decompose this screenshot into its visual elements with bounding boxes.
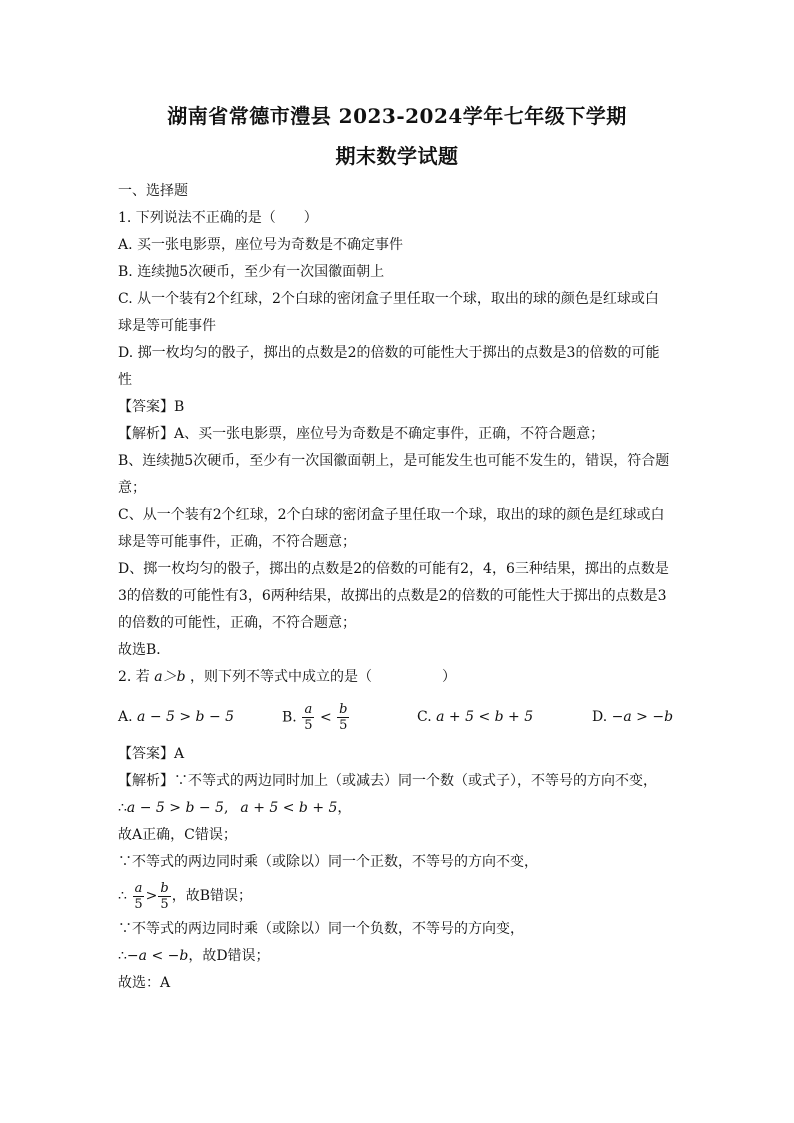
q2-option-d-label: D. (592, 709, 608, 725)
q2-option-c-label: C. (417, 709, 432, 725)
fraction (158, 881, 170, 912)
q2-stem-suffix: ，则下列不等式中成立的是（ ） (190, 669, 457, 685)
q2-option-b (282, 702, 350, 733)
q2-option-c-math: a + 5 < b + 5 (436, 709, 534, 725)
inequality: −a < −b (126, 948, 189, 964)
document-title: 湖南省常德市澧县 2023-2024学年七年级下学期 (167, 104, 627, 128)
q1-analysis-line: 【解析】A、买一张电影票，座位号为奇数是不确定事件，正确，不符合题意； (118, 426, 605, 442)
q2-stem-prefix: 2. 若 (118, 669, 150, 685)
q2-analysis-line (118, 876, 678, 916)
q1-analysis-line: 的倍数的可能性，正确，不符合题意； (118, 615, 356, 631)
fraction (302, 702, 314, 733)
inequality: a + 5 < b + 5 (240, 800, 338, 816)
fraction-denominator: 5 (339, 717, 348, 733)
q2-analysis-line: 故A正确，C错误； (118, 827, 237, 843)
fraction (337, 702, 349, 733)
q1-stem: 1. 下列说法不正确的是（ ） (118, 210, 318, 226)
q1-option-c: C. 从一个装有2个红球，2个白球的密闭盒子里任取一个球，取出的球的颜色是红球或白 (118, 291, 659, 307)
q1-option-a: A. 买一张电影票，座位号为奇数是不确定事件 (118, 237, 404, 253)
therefore-symbol: ∴ (118, 948, 127, 964)
q2-option-b-label: B. (282, 709, 297, 725)
fraction-numerator: a (304, 701, 313, 717)
q1-analysis-line: 故选B． (118, 642, 171, 658)
q1-analysis-line: 3的倍数的可能性有3，6两种结果，故掷出的点数是2的倍数的可能性大于掷出的点数是3 (118, 588, 667, 604)
q2-option-c (417, 709, 533, 725)
therefore-symbol: ∴ (118, 888, 127, 904)
q1-option-c-cont: 球是等可能事件 (118, 318, 216, 334)
q2-analysis-line: 【解析】∵不等式的两边同时加上（或减去）同一个数（或式子），不等号的方向不变， (118, 773, 657, 789)
q2-stem (118, 664, 678, 691)
fraction-denominator: 5 (304, 717, 313, 733)
fraction-numerator: a (134, 880, 143, 896)
q2-analysis-line: 故选：A (118, 975, 171, 991)
q2-analysis-line: ∵不等式的两边同时乘（或除以）同一个负数，不等号的方向变， (118, 921, 524, 937)
q2-option-a-label: A. (118, 709, 133, 725)
q2-option-a (118, 709, 234, 725)
q1-answer: 【答案】B (118, 399, 185, 415)
fraction-numerator: b (160, 880, 169, 896)
q1-analysis-line: C、从一个装有2个红球，2个白球的密闭盒子里任取一个球，取出的球的颜色是红球或白 (118, 507, 665, 523)
q1-analysis-line: 球是等可能事件，正确，不符合题意； (118, 534, 356, 550)
q1-option-b: B. 连续抛5次硬币，至少有一次国徽面朝上 (118, 264, 385, 280)
q2-answer: 【答案】A (118, 746, 185, 762)
punctuation: ， (337, 800, 352, 816)
q2-options (118, 695, 678, 739)
inequality: a − 5 > b − 5 (126, 800, 224, 816)
section-heading: 一、选择题 (118, 183, 188, 199)
fraction-numerator: b (339, 701, 348, 717)
document-body (118, 178, 678, 997)
q2-analysis-line (118, 943, 678, 970)
q2-option-d-math: −a > −b (611, 709, 674, 725)
fraction-denominator: 5 (134, 896, 143, 912)
q2-analysis-line: ∵不等式的两边同时乘（或除以）同一个正数，不等号的方向不变， (118, 854, 538, 870)
operator: > (145, 888, 158, 904)
q1-analysis-line: D、掷一枚均匀的骰子，掷出的点数是2的倍数的可能有2，4，6三种结果，掷出的点数是 (118, 561, 669, 577)
analysis-text: ，故B错误； (171, 888, 253, 904)
q1-analysis-line: 意； (118, 480, 146, 496)
q1-option-d: D. 掷一枚均匀的骰子，掷出的点数是2的倍数的可能性大于掷出的点数是3的倍数的可能 (118, 345, 660, 361)
q2-analysis-line (118, 795, 678, 822)
fraction (132, 881, 144, 912)
q2-option-b-operator: < (319, 709, 332, 725)
analysis-text: ，故D错误； (188, 948, 270, 964)
separator: , (223, 800, 229, 816)
fraction-denominator: 5 (160, 896, 169, 912)
q2-option-a-math: a − 5 > b − 5 (137, 709, 235, 725)
q2-option-d (592, 709, 673, 725)
q1-option-d-cont: 性 (118, 372, 132, 388)
document-subtitle: 期末数学试题 (335, 144, 459, 168)
therefore-symbol: ∴ (118, 800, 127, 816)
q1-analysis-line: B、连续抛5次硬币，至少有一次国徽面朝上，是可能发生也可能不发生的，错误，符合题 (118, 453, 670, 469)
q2-stem-math: a＞b (154, 669, 186, 685)
